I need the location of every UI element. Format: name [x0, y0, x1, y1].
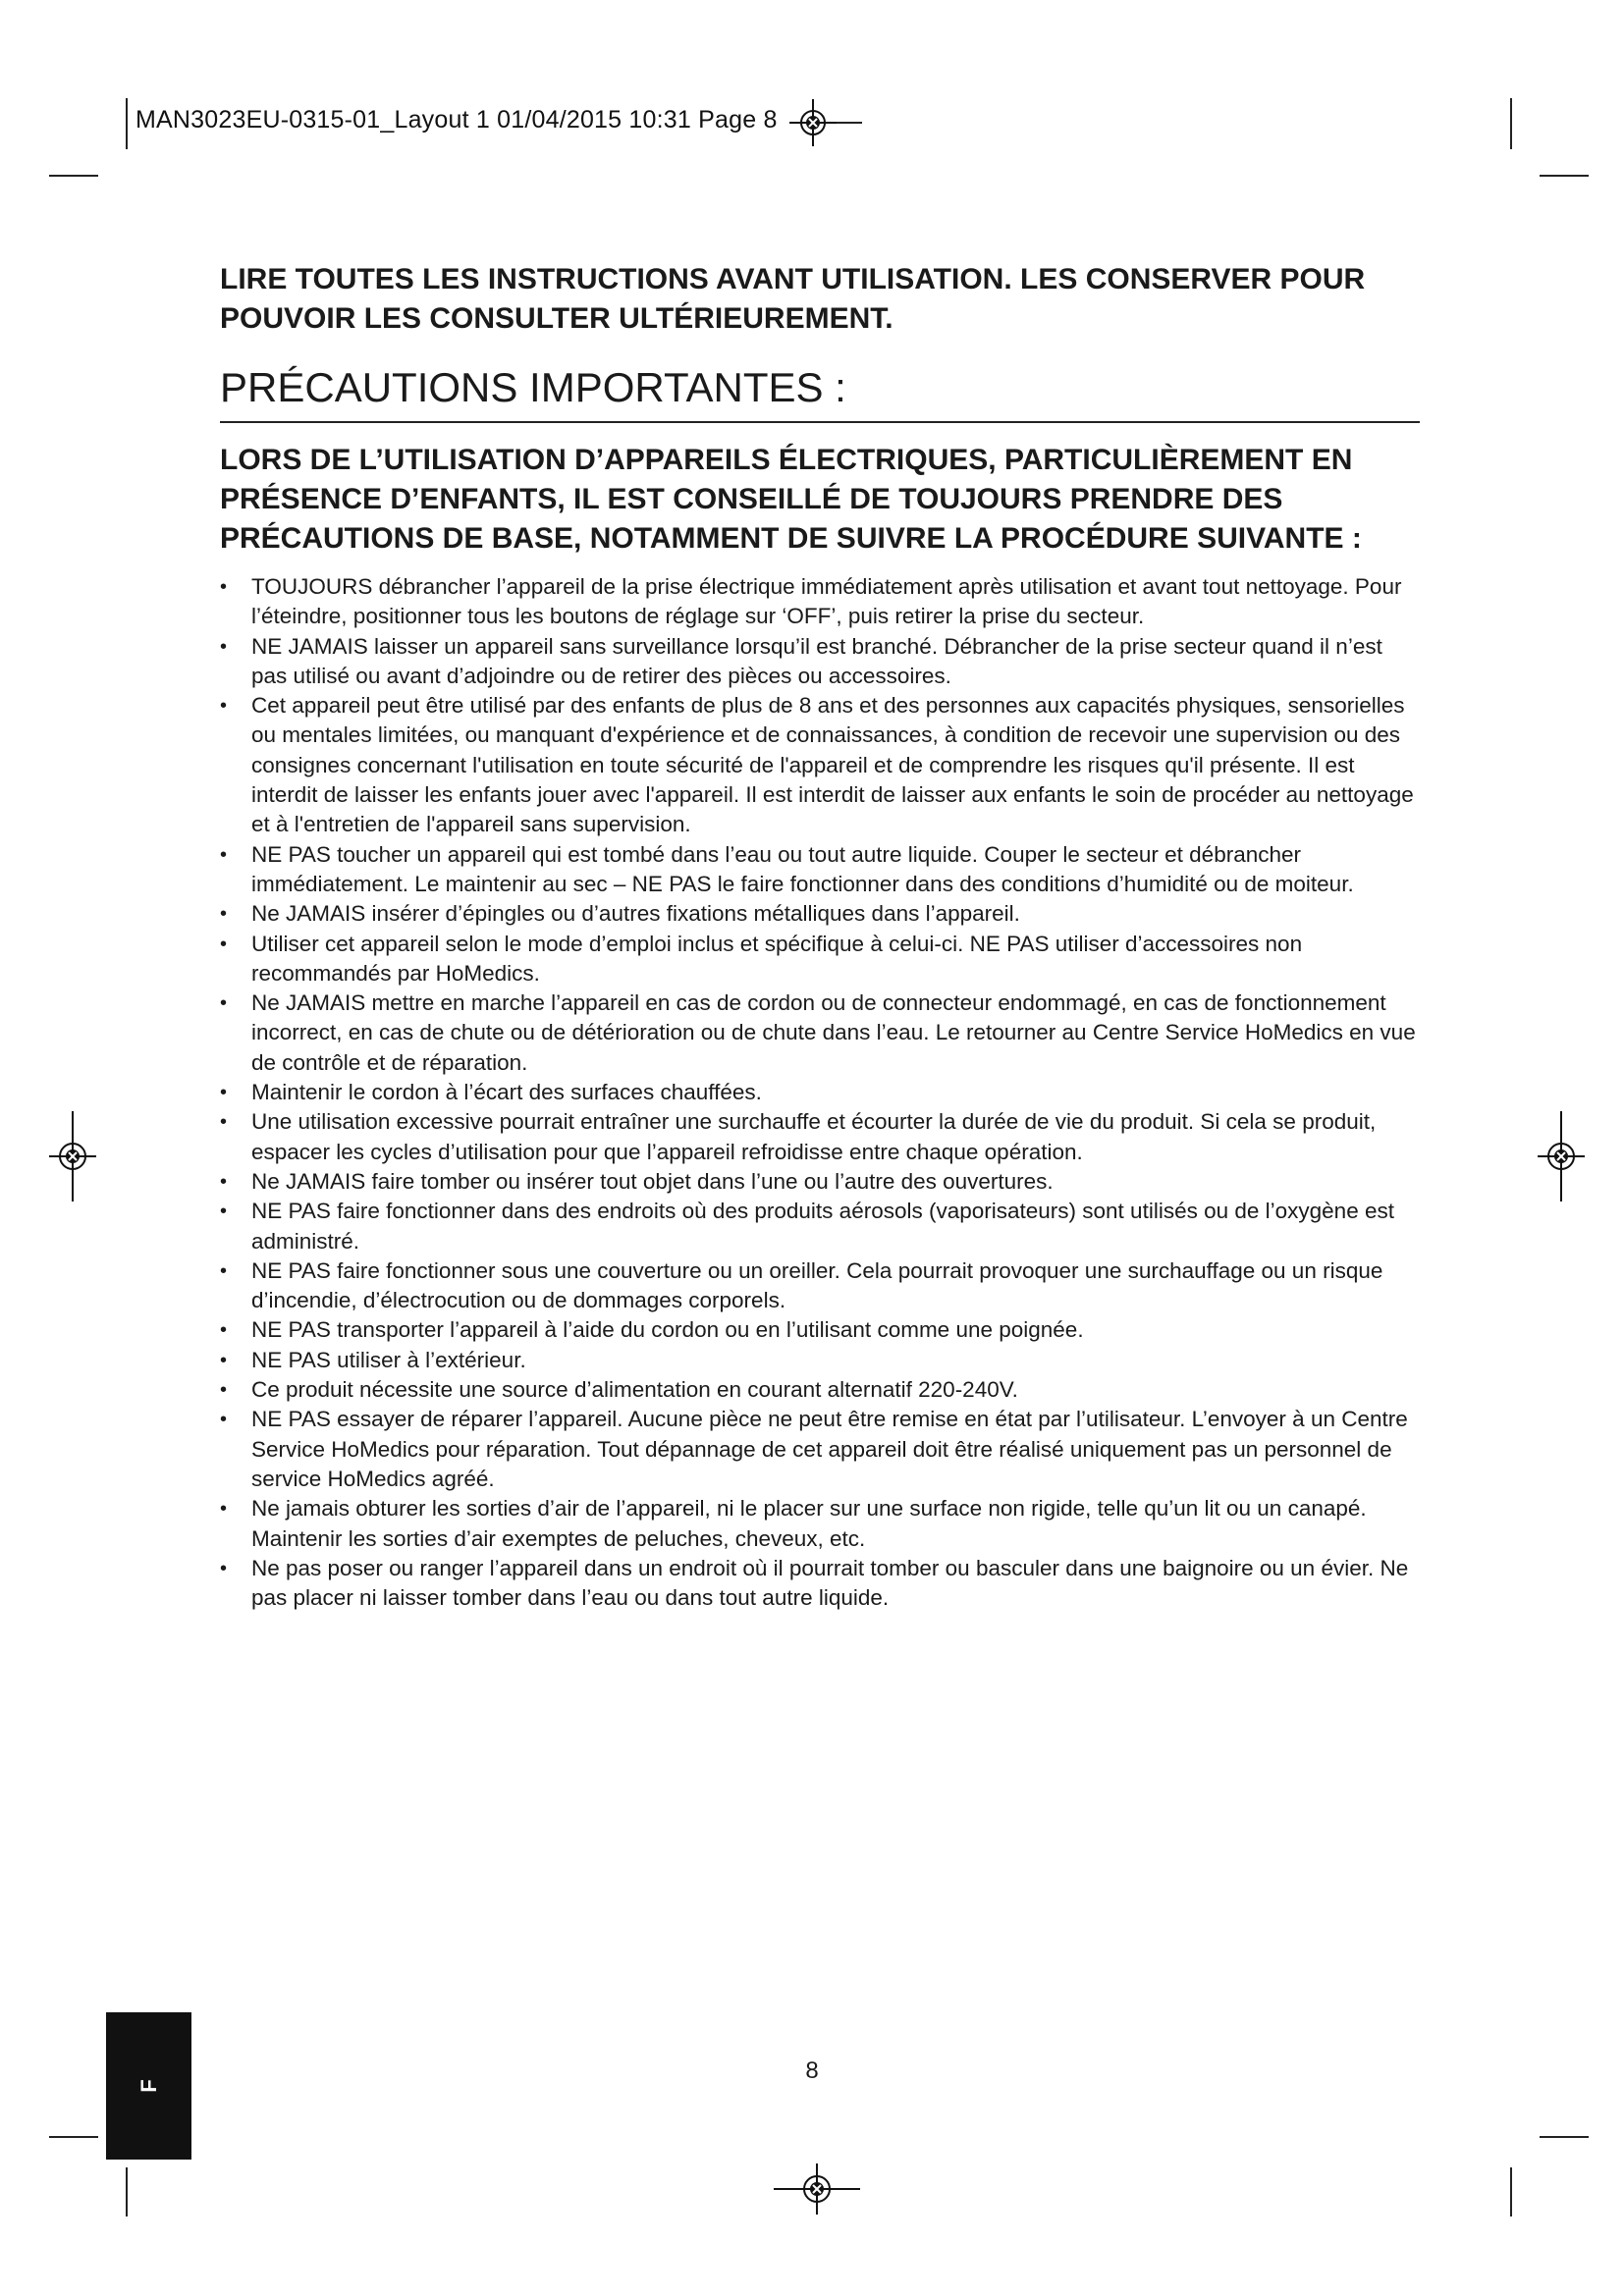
crop-mark-bottom-left-horizontal: [49, 2136, 98, 2138]
list-item: • NE PAS essayer de réparer l’appareil. Aucune pièce ne peut être remise en état par l’utilisateur. L’envoyer à un Centre Service HoMedics pour réparation. Tout dépannage de cet appareil doit être réalisé uniquement pas un personnel de service HoMedics agréé.: [220, 1405, 1420, 1494]
list-item: • TOUJOURS débrancher l’appareil de la prise électrique immédiatement après utilisation et avant tout nettoyage. Pour l’éteindre, positionner tous les boutons de réglage sur ‘OFF’, puis retirer la prise du secteur.: [220, 572, 1420, 632]
list-item: • NE PAS toucher un appareil qui est tombé dans l’eau ou tout autre liquide. Couper le secteur et débrancher immédiatement. Le maintenir au sec – NE PAS le faire fonctionner dans des conditions d’humidité ou de moiteur.: [220, 840, 1420, 900]
list-item: • Ne pas poser ou ranger l’appareil dans un endroit où il pourrait tomber ou basculer dans une baignoire ou un évier. Ne pas placer ni laisser tomber dans l’eau ou dans tout autre liquide.: [220, 1554, 1420, 1614]
crop-mark-top-right-horizontal: [1540, 175, 1589, 177]
crop-mark-bottom-left-vertical: [126, 2167, 128, 2216]
list-item: • Cet appareil peut être utilisé par des enfants de plus de 8 ans et des personnes aux capacités physiques, sensorielles ou mentales limitées, ou manquant d'expérience et de connaissances, à condition de recevoir une supervision ou des consignes concernant l'utilisation en toute sécurité de l'appareil et de comprendre les risques qu'il présente. Il est interdit de laisser les enfants jouer avec l'appareil. Il est interdit de laisser aux enfants le soin de procéder au nettoyage et à l'entretien de l'appareil sans supervision.: [220, 691, 1420, 839]
list-item: • Ne JAMAIS insérer d’épingles ou d’autres fixations métalliques dans l’appareil.: [220, 899, 1420, 929]
language-tab: [106, 2012, 191, 2160]
print-slug: MAN3023EU-0315-01_Layout 1 01/04/2015 10:31 Page 8: [135, 106, 778, 133]
crop-mark-bottom-right-vertical: [1510, 2167, 1512, 2216]
list-item: • Une utilisation excessive pourrait entraîner une surchauffe et écourter la durée de vie du produit. Si cela se produit, espacer les cycles d’utilisation pour que l’appareil refroidisse entre chaque opération.: [220, 1107, 1420, 1167]
list-item: • NE JAMAIS laisser un appareil sans surveillance lorsqu’il est branché. Débrancher de la prise secteur quand il n’est pas utilisé ou avant d’adjoindre ou de retirer des pièces ou accessoires.: [220, 632, 1420, 692]
crop-mark-top-left-horizontal: [49, 175, 98, 177]
crop-mark-top-left-vertical: [126, 98, 128, 149]
safety-list: [220, 572, 1420, 1613]
list-item: • Ne JAMAIS mettre en marche l’appareil en cas de cordon ou de connecteur endommagé, en cas de fonctionnement incorrect, en cas de chute ou de détérioration ou de chute dans l’eau. Le retourner au Centre Service HoMedics en vue de contrôle et de réparation.: [220, 988, 1420, 1078]
registration-mark-top-icon: [785, 95, 840, 150]
list-item: • Ne jamais obturer les sorties d’air de l’appareil, ni le placer sur une surface non rigide, telle qu’un lit ou un canapé. Maintenir les sorties d’air exemptes de peluches, cheveux, etc.: [220, 1494, 1420, 1554]
safety-subheading: LORS DE L’UTILISATION D’APPAREILS ÉLECTRIQUES, PARTICULIÈREMENT EN PRÉSENCE D’ENFANTS, IL EST CONSEILLÉ DE TOUJOURS PRENDRE DES PRÉCAUTIONS DE BASE, NOTAMMENT DE SUIVRE LA PROCÉDURE SUIVANTE :: [220, 444, 1362, 555]
list-item: • NE PAS transporter l’appareil à l’aide du cordon ou en l’utilisant comme une poignée.: [220, 1315, 1420, 1345]
main-content: [220, 260, 1420, 1613]
list-item: • NE PAS faire fonctionner sous une couverture ou un oreiller. Cela pourrait provoquer une surchauffage ou un risque d’incendie, d’électrocution ou de dommages corporels.: [220, 1256, 1420, 1316]
list-item: • Maintenir le cordon à l’écart des surfaces chauffées.: [220, 1078, 1420, 1107]
page-number: 8: [805, 2057, 819, 2084]
list-item: • NE PAS faire fonctionner dans des endroits où des produits aérosols (vaporisateurs) sont utilisés ou de l’oxygène est administré.: [220, 1197, 1420, 1256]
intro-heading: LIRE TOUTES LES INSTRUCTIONS AVANT UTILISATION. LES CONSERVER POUR POUVOIR LES CONSULTER ULTÉRIEUREMENT.: [220, 263, 1366, 335]
page-title: PRÉCAUTIONS IMPORTANTES :: [220, 364, 1420, 423]
crop-mark-top-right-vertical: [1510, 98, 1512, 149]
registration-mark-left-icon: [45, 1109, 100, 1203]
registration-mark-bottom-icon: [770, 2160, 864, 2218]
list-item: • Ne JAMAIS faire tomber ou insérer tout objet dans l’une ou l’autre des ouvertures.: [220, 1167, 1420, 1197]
language-tab-label: F: [135, 2079, 161, 2093]
list-item: • Ce produit nécessite une source d’alimentation en courant alternatif 220-240V.: [220, 1375, 1420, 1405]
crop-mark-bottom-right-horizontal: [1540, 2136, 1589, 2138]
registration-mark-right-icon: [1534, 1109, 1589, 1203]
list-item: • NE PAS utiliser à l’extérieur.: [220, 1346, 1420, 1375]
list-item: • Utiliser cet appareil selon le mode d’emploi inclus et spécifique à celui-ci. NE PAS utiliser d’accessoires non recommandés par HoMedics.: [220, 930, 1420, 989]
